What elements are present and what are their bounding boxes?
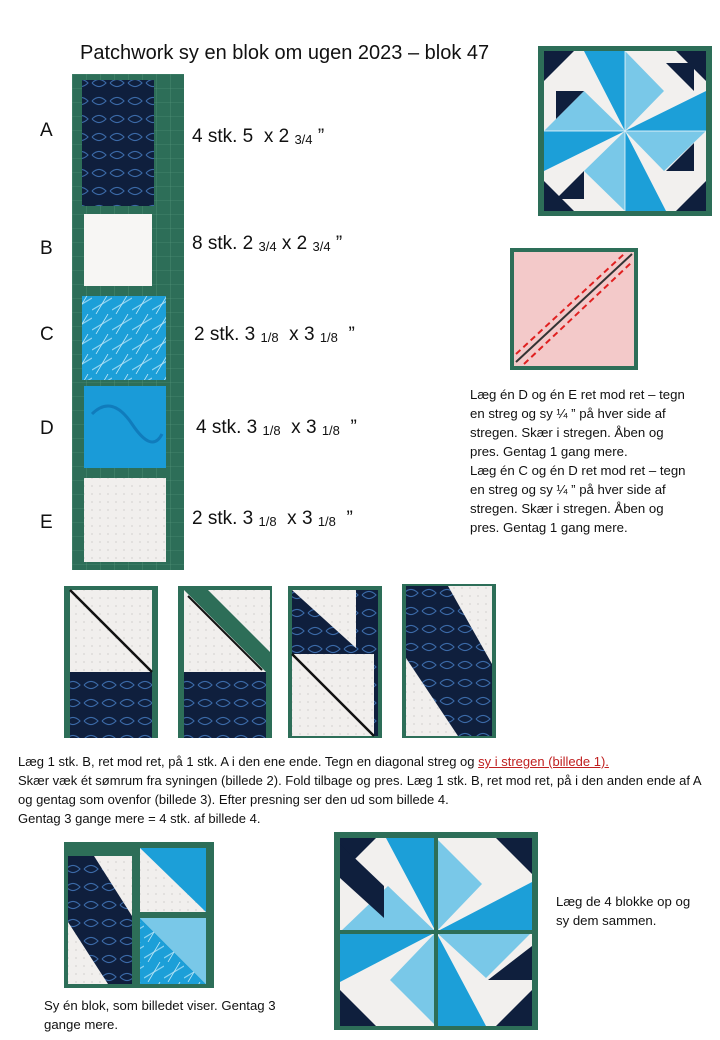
fabric-b-swatch [84,214,152,286]
finished-block-photo [538,46,712,216]
unit-block-photo [64,842,214,988]
fabric-e-swatch [84,478,166,562]
piece-d-letter: D [40,418,54,439]
piece-e-letter: E [40,512,53,533]
step-photo-4 [402,584,496,738]
fabric-a-swatch [82,80,154,206]
step-photo-1 [64,586,158,738]
page-title: Patchwork sy en blok om ugen 2023 – blok 47 [80,42,490,64]
hst-instruction-de: Læg én D og én E ret mod ret – tegn en streg og sy ¼ ” på hver side af stregen. Skær i stregen. Åben og pres. Gentag 1 gang mere. [470,387,685,459]
sew-on-line-link: sy i stregen (billede 1). [478,754,609,769]
piece-c-dimension: 2 stk. 3 $_{1/8}$ x 3 $_{1/8}$ ” [194,324,355,345]
hst-instruction-cd: Læg én C og én D ret mod ret – tegn en streg og sy ¼ ” på hver side af stregen. Skær i stregen. Åben og pres. Gentag 1 gang mere. [470,463,686,535]
piece-d-dimension: 4 stk. 3 $_{1/8}$ x 3 $_{1/8}$ ” [196,417,357,438]
join-instruction: Læg de 4 blokke op og sy dem sammen. [556,894,691,928]
piece-b-dimension: 8 stk. 2 $_{3/4}$ x 2 $_{3/4}$ ” [192,233,343,254]
fabric-c-swatch [82,296,166,380]
step-photo-3 [288,586,382,738]
hst-instructions [470,385,690,537]
assembled-block-photo [334,832,538,1030]
fabric-d-swatch [84,386,166,468]
fabric-strip-photo [72,74,184,570]
hst-sewing-diagram [510,248,638,370]
piece-a-letter: A [40,120,53,141]
piece-c-letter: C [40,324,54,345]
piece-a-dimension: 4 stk. 5 x 2 $_{3/4}$ ” [192,126,325,147]
piece-b-letter: B [40,238,53,259]
piece-e-dimension: 2 stk. 3 $_{1/8}$ x 3 $_{1/8}$ ” [192,508,353,529]
unit-instruction: Sy én blok, som billedet viser. Gentag 3 gange mere. [44,998,276,1032]
step-photo-2 [178,586,272,738]
flip-instructions: Læg 1 stk. B, ret mod ret, på 1 stk. A i den ene ende. Tegn en diagonal streg og sy i stregen (billede 1). Skær væk ét sømrum fra syningen (billede 2). Fold tilbage og pres. Læg 1 stk. B, ret mod ret, på i den anden ende af A og gentag som ovenfor (billede 3). Efter presning ser den ud som billede 4. Gentag 3 gange mere = 4 stk. af billede 4. [18,754,701,826]
